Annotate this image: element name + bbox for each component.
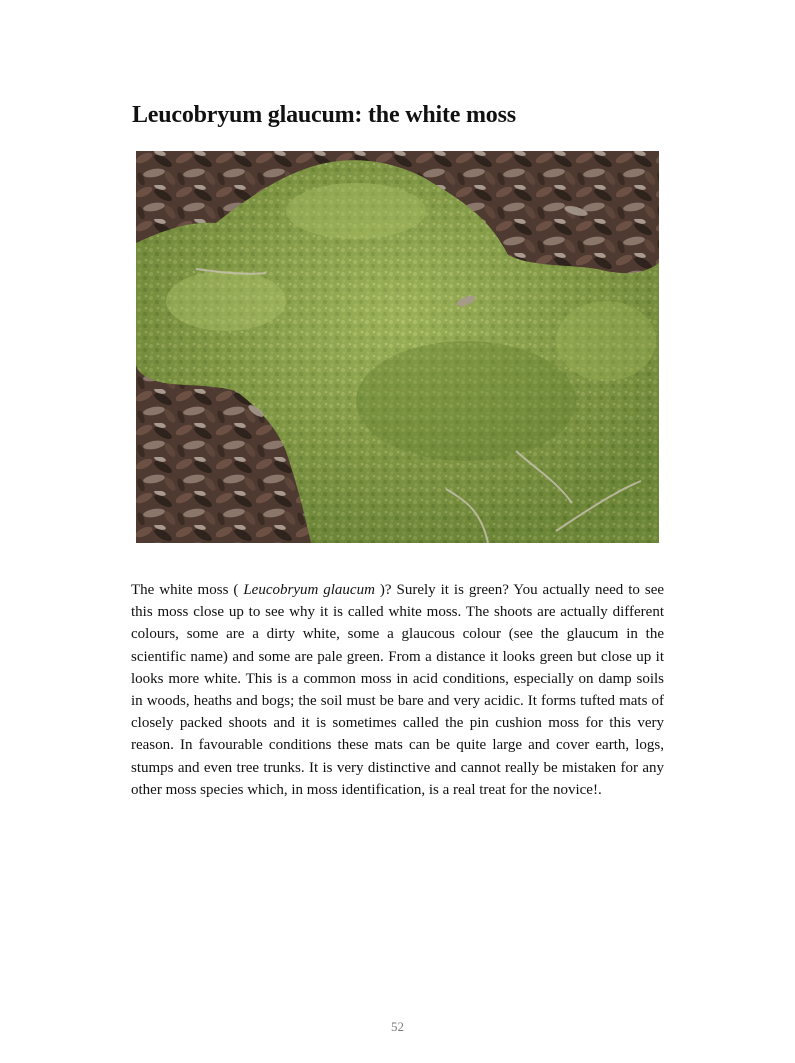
moss-photo (136, 151, 659, 543)
page-title: Leucobryum glaucum: the white moss (132, 102, 516, 128)
moss-photo-illustration (136, 151, 659, 543)
species-name: Leucobryum glaucum (243, 582, 375, 598)
body-paragraph (131, 579, 664, 801)
body-intro: The white moss ( (131, 582, 239, 598)
body-rest: )? Surely it is green? You actually need to see this moss close up to see why it is called white moss. The shoots are actually different colours, some are a dirty white, some a glaucous colour (see the glaucum in the scientific name) and some are pale green. From a distance it looks green but close up it looks more white. This is a common moss in acid conditions, especially on damp soils in woods, heaths and bogs; the soil must be bare and very acidic. It forms tufted mats of closely packed shoots and it is sometimes called the pin cushion moss for this very reason. In favourable conditions these mats can be quite large and cover earth, logs, stumps and even tree trunks. It is very distinctive and cannot really be mistaken for any other moss species which, in moss identification, is a real treat for the novice!. (131, 582, 665, 798)
page-number: 52 (391, 1019, 404, 1034)
